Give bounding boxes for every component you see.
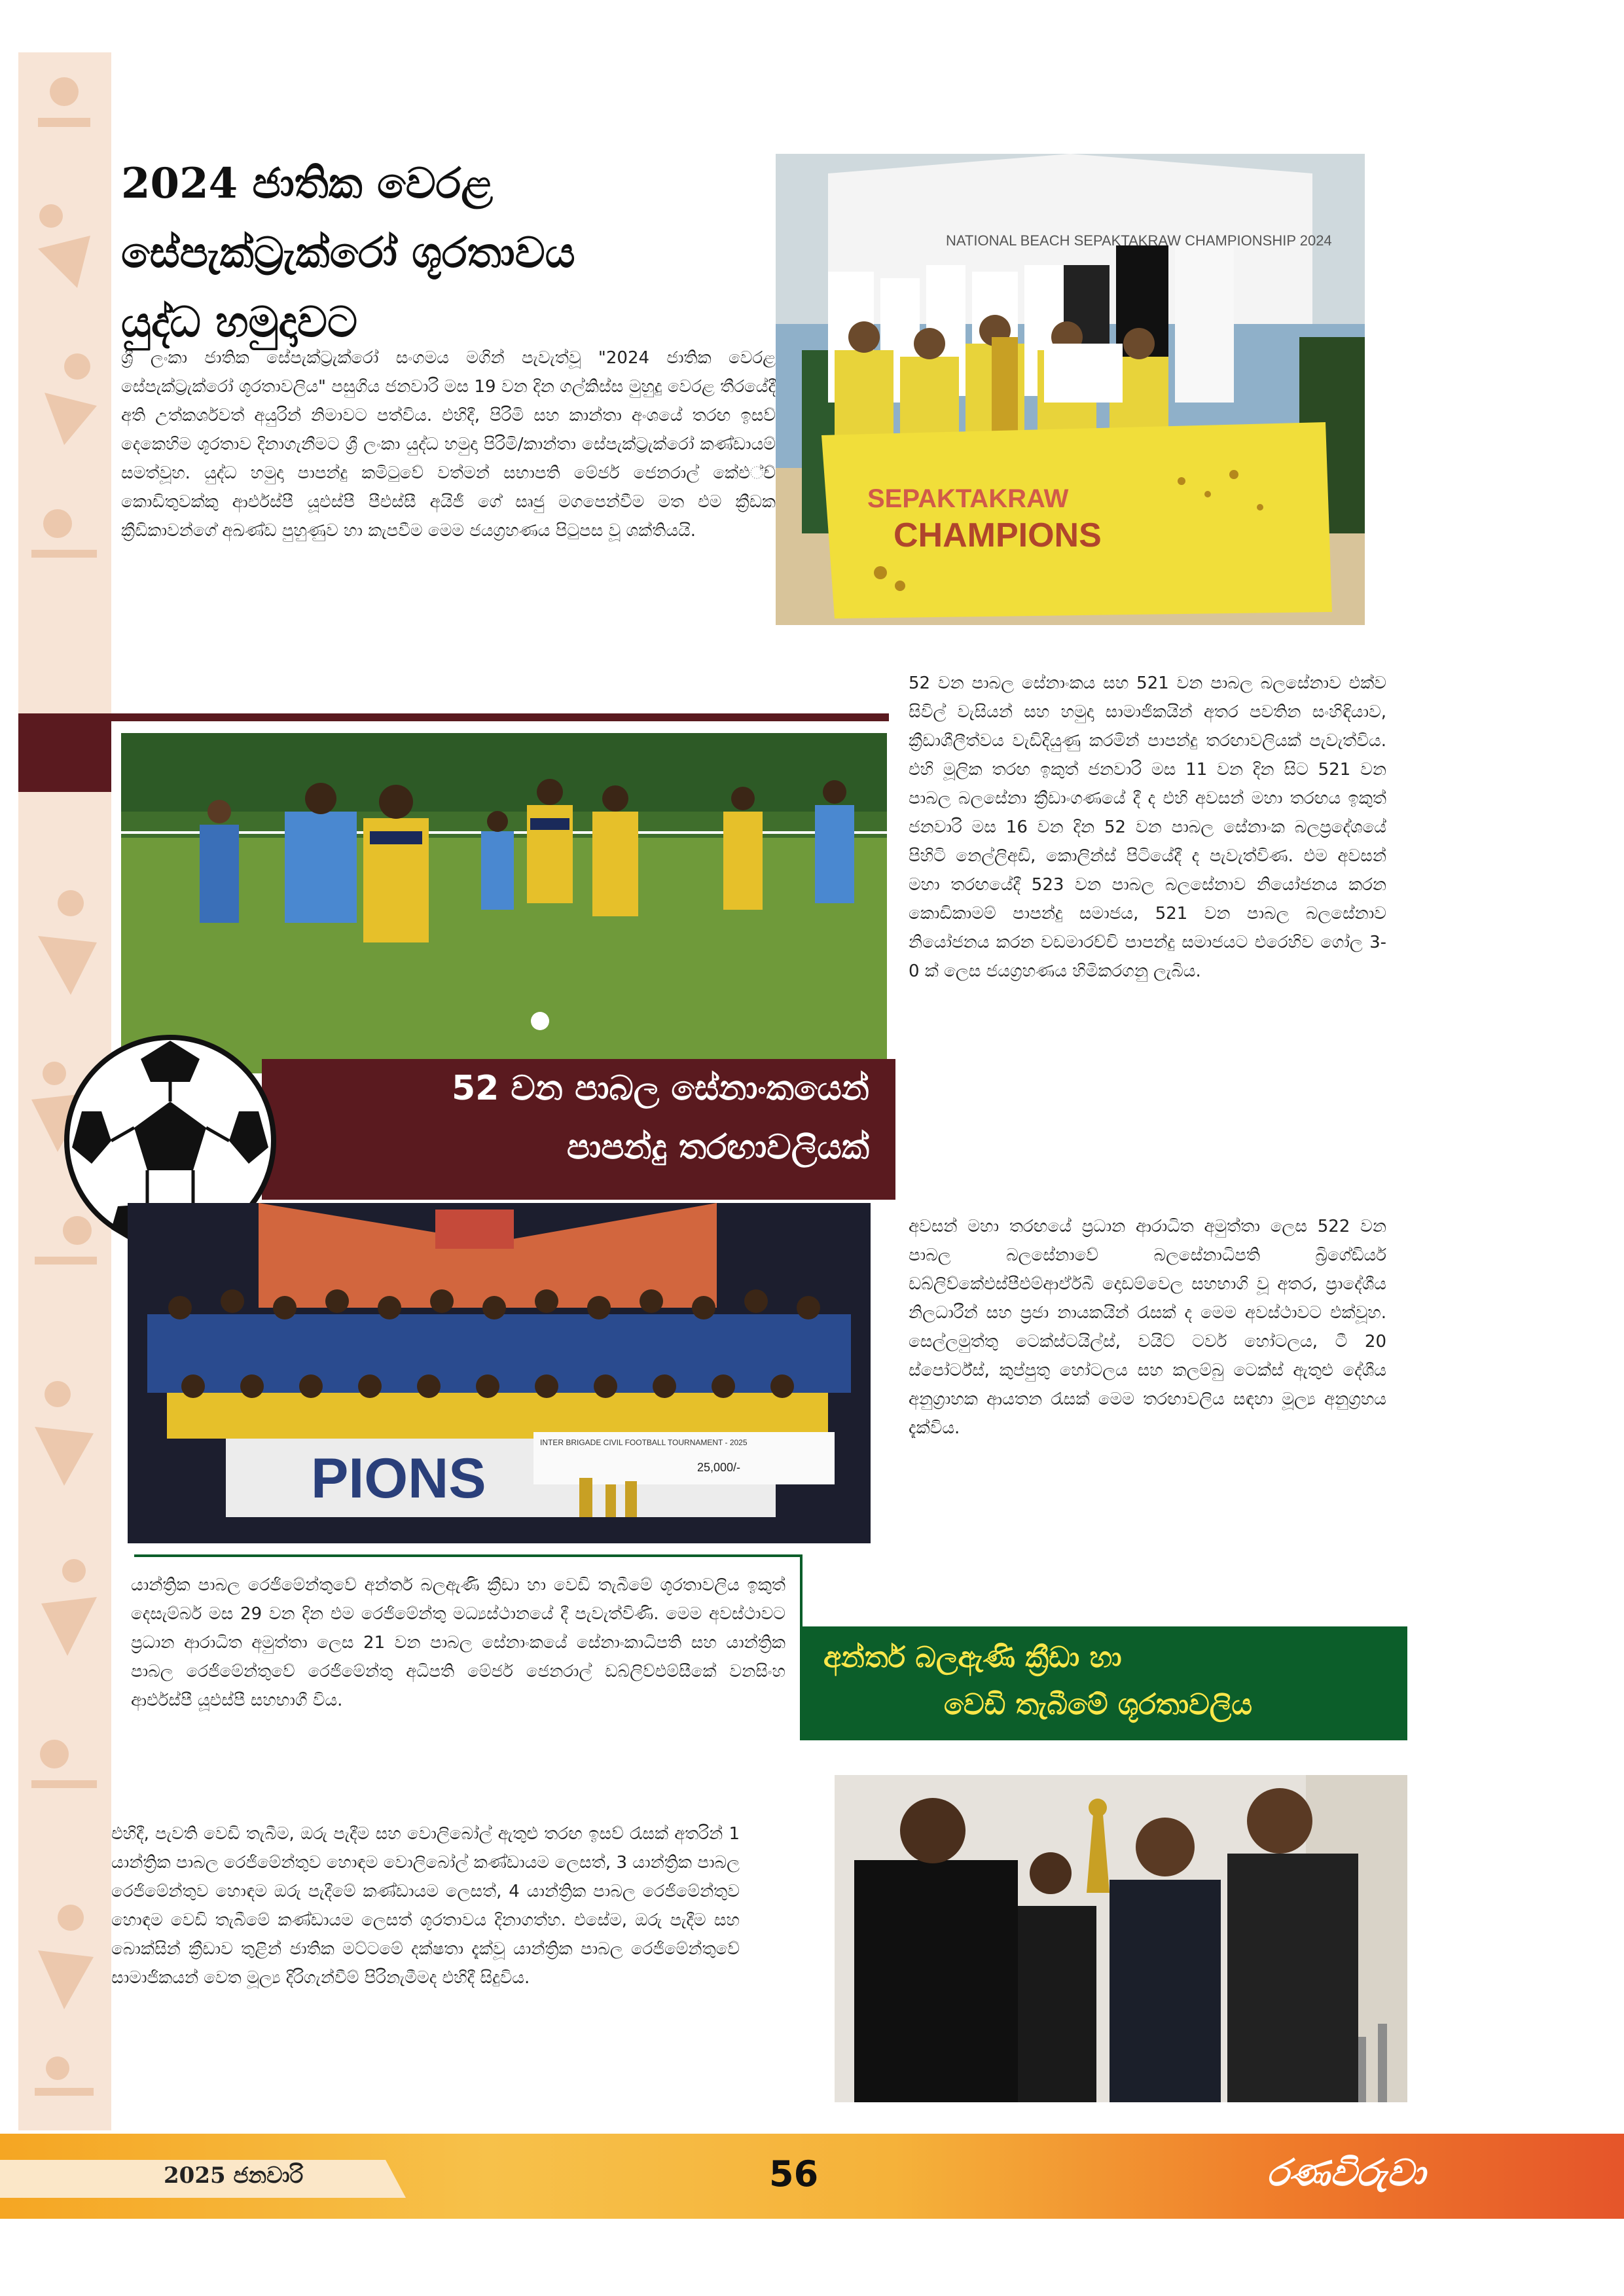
backdrop-text: NATIONAL BEACH SEPAKTAKRAW CHAMPIONSHIP 2024 [946,232,1332,249]
title-line-3: යුද්ධ හමුදාවට [121,298,357,347]
article-3-frame-top [134,1554,802,1557]
article-title-sepaktakraw [121,149,776,357]
article-3-paragraph-2: එහිදී, පැවති වෙඩි තැබීම, ඔරු පැදීම සහ වොලිබෝල් ඇතුළු තරඟ ඉසව් රැසක් අතරින් 1 යාන්ත්‍රික පාබල රෙජිමේන්තුව හොඳම වොලිබෝල් කණ්ඩායම ලෙසත්, 3 යාන්ත්‍රික පාබල රෙජිමේන්තුව හොඳම ඔරු පැදීමේ කණ්ඩායම ලෙසත්, 4 යාන්ත්‍රික පාබල රෙජිමේන්තුව හොඳම වෙඩි තැබීමේ කණ්ඩායම ලෙසත් ශූරතාවය දිනාගත්හ. එසේම, ඔරු පැදීම සහ බොක්සින් ක්‍රීඩාව තුළින් ජාතික මට්ටමේ දක්ෂතා දැක්වූ යාන්ත්‍රික පාබල රෙජිමේන්තුවේ සාමාජිකයන් වෙත මූල්‍ය දිරිගැන්වීම් පිරිනැමීමද එහිදී සිදුවිය. [111,1824,740,1988]
tournament-team-photo [128,1203,871,1543]
page-number: 56 [769,2153,819,2195]
magazine-logo: රණවිරුවා [1267,2152,1426,2195]
backdrop-pions-text: PIONS [311,1447,486,1510]
cheque-caption: INTER BRIGADE CIVIL FOOTBALL TOURNAMENT - 2025 [540,1438,748,1447]
banner-inter-battalion-championship [800,1626,1407,1740]
article-2-paragraph-2: අවසන් මහා තරඟයේ ප්‍රධාන ආරාධිත අමුත්තා ලෙස 522 වන පාබල බලසේනාවේ බලසේනාධිපති බ්‍රිගේඩියර් ඩබ්ලිව්කේඑස්පීඑම්ආර්ඒබී දොඩම්වෙල සහභාගි වූ අතර, ප්‍රාදේශීය නිලධාරීන් සහ ප්‍රජා නායකයින් රැසක් ද මෙම අවස්ථාවට එක්වූහ. සෙල්ලමුත්තු ටෙක්ස්ටයිල්ස්, වයිට් ටවර් හෝටලය, ටී 20 ස්පෝර්ට්ස්, කුප්පුතු හෝටලය සහ කලම්බු ටෙක්ස් ඇතුළු දේශීය අනුග්‍රාහක ආයතන රැසක් මෙම තරඟාවලිය සඳහා මූල්‍ය අනුග්‍රහය දැක්විය. [909,1217,1386,1438]
banner-52-line-2: පාපන්දු තරඟාවලියක් [566,1128,869,1167]
footer-issue-date: 2025 ජනවාරි [164,2162,304,2189]
banner-green-line-1: අන්තර් බලඇණි ක්‍රීඩා හා [823,1641,1122,1674]
banner-52-division-football [262,1059,895,1200]
sidebar-accent-block [18,713,111,792]
article-3-paragraph-1: යාන්ත්‍රික පාබල රෙජිමේන්තුවේ අන්තර් බලඇණි ක්‍රීඩා හා වෙඩි තැබීමේ ශූරතාවලිය ඉකුත් දෙසැම්බර් මස 29 වන දින එම රෙජිමේන්තු මධ්‍යස්ථානයේ දී පැවැත්විණි. මෙම අවස්ථාවට ප්‍රධාන ආරාධිත අමුත්තා ලෙස 21 වන පාබල සේනාංකයේ සේනාංකාධිපති සහ යාන්ත්‍රික පාබල රෙජිමේන්තුවේ රෙජිමේන්තු අධිපති මේජර් ජෙනරාල් ඩබ්ලිව්එම්සීකේ වනසිංහ ආර්එස්පී යූඑස්පී සහභාගී විය. [131,1575,785,1710]
award-ceremony-photo [835,1775,1407,2102]
article-2-paragraph-1: 52 වන පාබල සේනාංකය සහ 521 වන පාබල බලසේනාව එක්ව සිවිල් වැසියන් සහ හමුදා සාමාජිකයින් අතර පවතින සංහිඳියාව, ක්‍රීඩාශීලීත්වය වැඩිදියුණු කරමින් පාපන්දු තරඟාවලියක් පැවැත්විය. එහි මූලික තරඟ ඉකුත් ජනවාරි මස 11 වන දින සිට 521 වන පාබල බලසේනා ක්‍රීඩාංගණයේ දී ද එහි අවසන් මහා තරඟය ඉකුත් ජනවාරි මස 16 වන දින 52 වන පාබල සේනාංක බලප්‍රදේශයේ පිහිටි නෙල්ලිඅඩි, කොලින්ස් පිටියේදී ද පැවැත්විණ. එම අවසන් මහා තරඟයේදී 523 වන පාබල බලසේනාව නියෝජනය කරන කොඩිකාමම් පාපන්දු සමාජය, 521 වන පාබල බලසේනාව නියෝජනය කරන වඩමාරච්චි පාපන්දු සමාජයට එරෙහිව ගෝල 3-0 ක් ලෙස ජයග්‍රහණය හිමිකරගනු ලැබිය. [909,673,1386,981]
section-divider-bar [18,713,889,721]
title-line-1: 2024 ජාතික වෙරළ [121,159,494,208]
football-match-photo [121,733,887,1073]
sepaktakraw-team-photo [776,154,1365,625]
banner-text-line-2: CHAMPIONS [893,516,1102,554]
banner-52-line-1: 52 වන පාබල සේනාංකයෙන් [451,1069,869,1108]
banner-text-line-1: SEPAKTAKRAW [867,484,1069,513]
title-line-2: සේපැක්ට්‍රැක්රෝ ශූරතාවය [121,228,575,278]
article-3-frame-side [800,1554,803,1630]
cheque-amount: 25,000/- [697,1461,741,1474]
article-1-body: ශ්‍රී ලංකා ජාතික සේපැක්ට්‍රැක්රෝ සංගමය මගින් පැවැත්වූ "2024 ජාතික වෙරළ සේපැක්ට්‍රැක්රෝ ශූරතාවලිය" පසුගිය ජනවාරි මස 19 වන දින ගල්කිස්ස මුහුදු වෙරළ තීරයේදී අති උත්කර්ශවත් අයුරින් නිමාවට පත්විය. එහිදී, පිරිමි සහ කාන්තා අංශයේ තරඟ ඉසව් දෙකෙහිම ශූරතාව දිනාගැනීමට ශ්‍රී ලංකා යුද්ධ හමුදා පිරිමි/කාන්තා සේපැක්ට්‍රැක්රෝ කණ්ඩායම් සමත්වූහ. යුද්ධ හමුදා පාපන්දු කමිටුවේ වත්මන් සභාපති මේජර් ජෙනරාල් කේඑ්ච් කොඩිතුවක්කු ආර්එස්පී යූඑස්පී පීඑස්සී අයිජී ගේ සෘජු මගපෙන්වීම මත එම ක්‍රීඩක ක්‍රීඩිකාවන්ගේ අඛණ්ඩ පුහුණුව හා කැපවීම මෙම ජයග්‍රහණය පිටුපස වූ ශක්තියයි. [121,348,776,541]
banner-green-line-2: වෙඩි තැබීමේ ශූරතාවලිය [944,1688,1252,1721]
